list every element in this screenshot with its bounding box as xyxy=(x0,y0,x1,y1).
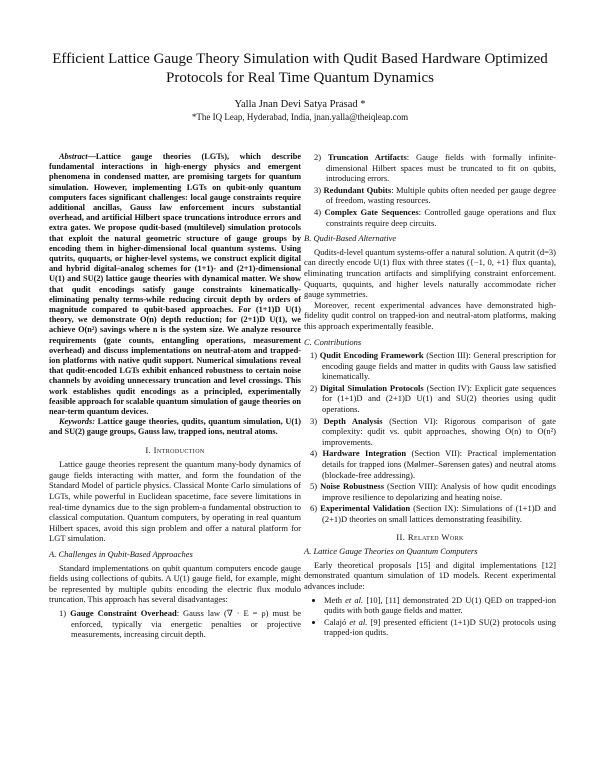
challenges-paragraph: Standard implementations on qubit quantum computers encode gauge fields using collections of qubits. A U(1) gauge field, for example, might be represented by multiple qubits encoding the electric flux modulo truncation. This approach has several disadvantages: xyxy=(49,562,301,605)
qudit-paragraph-1: Qudits-d-level quantum systems-offer a natural solution. A qutrit (d=3) can directly encode U(1) flux with three states ({−1, 0, +1} flux quanta), eliminating truncation artifacts and simplifying constraint enforcement. Ququarts, ququints, and higher levels naturally accommodate richer gauge symmetries. xyxy=(304,246,556,300)
subsection-heading-qudit-alternative: B. Qudit-Based Alternative xyxy=(304,233,397,244)
related-bullets xyxy=(304,595,556,638)
list-item: 5) Noise Robustness (Section VIII): Analysis of how qudit encodings improve resilience to depolarizing and heating noise. xyxy=(310,481,557,502)
subsection-heading-lgt-quantum: A. Lattice Gauge Theories on Quantum Computers xyxy=(304,546,478,557)
list-item: 4) Complex Gate Sequences: Controlled gauge operations and flux constraints require deep circuits. xyxy=(314,206,557,228)
related-paragraph: Early theoretical proposals [15] and digital implementations [12] demonstrated quantum simulation of 1D models. Recent experimental advances include: xyxy=(304,559,556,591)
keywords-label: Keywords: xyxy=(59,417,95,427)
list-item: 4) Hardware Integration (Section VII): Practical implementation details for trapped ions (Mølmer–Sørensen gates) and neutral atoms (blockade-free addressing). xyxy=(310,448,557,480)
contributions-list xyxy=(304,350,556,525)
list-item: 2) Digital Simulation Protocols (Section IV): Explicit gate sequences for (1+1)D and (2+1)D U(1) and SU(2) theories using qudit operations. xyxy=(310,382,557,415)
subsection-heading-challenges: A. Challenges in Qubit-Based Approaches xyxy=(49,549,193,560)
qudit-paragraph-2: Moreover, recent experimental advances have demonstrated high-fidelity qudit control on trapped-ion and neutral-atom platforms, making this approach experimentally feasible. xyxy=(304,299,556,331)
keywords-text: Lattice gauge theories, qudits, quantum simulation, U(1) and SU(2) gauge groups, Gauss law, trapped ions, neutral atoms. xyxy=(49,417,302,437)
subsection-heading-contributions: C. Contributions xyxy=(304,336,362,347)
intro-paragraph: Lattice gauge theories represent the quantum many-body dynamics of gauge fields interacting with matter, and form the foundation of the Standard Model of particle physics. Classical Monte Carlo simulations of LGTs, while powerful in Euclidean spacetime, face severe limitations in real-time dynamics due to the sign problem-a fundamental obstruction to classical computation. Quantum computers, by operating in real quantum Hilbert spaces, avoid this sign problem and offer a natural platform for LGT simulation. xyxy=(49,459,301,544)
left-column xyxy=(49,152,301,643)
challenges-list xyxy=(49,608,301,640)
list-item: 1) Qudit Encoding Framework (Section III): General prescription for encoding gauge fields and matter in qudits with Gauss law satisfied kinematically. xyxy=(310,350,557,382)
list-item: 3) Depth Analysis (Section VI): Rigorous comparison of gate complexity: qudit vs. qubit approaches, showing O(n) to O(n²) improvements. xyxy=(310,415,557,447)
right-column xyxy=(304,152,556,641)
challenges-list-continued xyxy=(304,152,556,228)
list-item: • Meth et al. [10], [11] demonstrated 2D U(1) QED on trapped-ion qudits with both gauge fields and matter. xyxy=(324,595,556,616)
section-heading-introduction: I. Introduction xyxy=(145,444,205,455)
keywords xyxy=(49,417,301,437)
abstract xyxy=(49,152,301,417)
section-heading-related-work: II. Related Work xyxy=(396,531,464,542)
paper-title: Efficient Lattice Gauge Theory Simulation with Qudit Based Hardware Optimized Protocols for Real Time Quantum Dynamics xyxy=(52,51,548,86)
list-item: 2) Truncation Artifacts: Gauge fields with formally infinite-dimensional Hilbert spaces must be truncated to fit on qubits, introducing errors. xyxy=(314,152,556,184)
abstract-label: Abstract— xyxy=(59,152,96,161)
abstract-text: Lattice gauge theories (LGTs), which describe fundamental interactions in high-energy physics and emergent phenomena in condensed matter, are promising targets for quantum simulation. However, implementing LGTs on qubit-only quantum computers faces significant challenges: local gauge constraints require additional ancillas, Gauss law enforcement incurs substantial overhead, and artificial Hilbert space truncations introduce errors and extra gates. We propose qudit-based (multilevel) simulation protocols that exploit the natural geometric structure of gauge groups by encoding them in higher-dimensional local quantum systems. Using qutrits, ququarts, or higher-level systems, we construct explicit digital and hybrid digital–analog schemes for (1+1)- and (2+1)-dimensional U(1) and SU(2) lattice gauge theories with dynamical matter. We show that qudit encodings satisfy gauge constraints kinematically-eliminating penalty terms-while reducing circuit depth by orders of magnitude compared to qubit-based approaches. For (1+1)D U(1) theory, we demonstrate O(n) depth reduction; for (2+1)D U(1), we achieve O(n²) savings where n is the system size. We analyze resource requirements (gate counts, entangling operations, measurement overhead) and discuss implementations on neutral-atom and trapped-ion platforms with native qudit support. Numerical simulations reveal that qudit-encoded LGTs exhibit enhanced robustness to certain noise channels by avoiding unnecessary truncation and level crossings. This work establishes qudit encodings as a principled, experimentally feasible approach for scalable quantum simulation of gauge theories on near-term quantum devices. xyxy=(49,152,301,417)
list-item: • Calajó et al. [9] presented efficient (1+1)D SU(2) protocols using trapped-ion qudits. xyxy=(324,617,556,638)
affiliation-line: *The IQ Leap, Hyderabad, India, jnan.yalla@theiqleap.com xyxy=(191,112,409,122)
list-item: 3) Redundant Qubits: Multiple qubits often needed per gauge degree of freedom, wasting resources. xyxy=(314,184,557,206)
author-line: Yalla Jnan Devi Satya Prasad * xyxy=(234,99,366,110)
list-item: 6) Experimental Validation (Section IX): Simulations of (1+1)D and (2+1)D theories on small lattices demonstrating feasibility. xyxy=(310,503,557,524)
list-item: 1) Gauge Constraint Overhead: Gauss law (∇ · E = ρ) must be enforced, typically via energetic penalties or projective measurements, increasing circuit depth. xyxy=(59,608,301,640)
